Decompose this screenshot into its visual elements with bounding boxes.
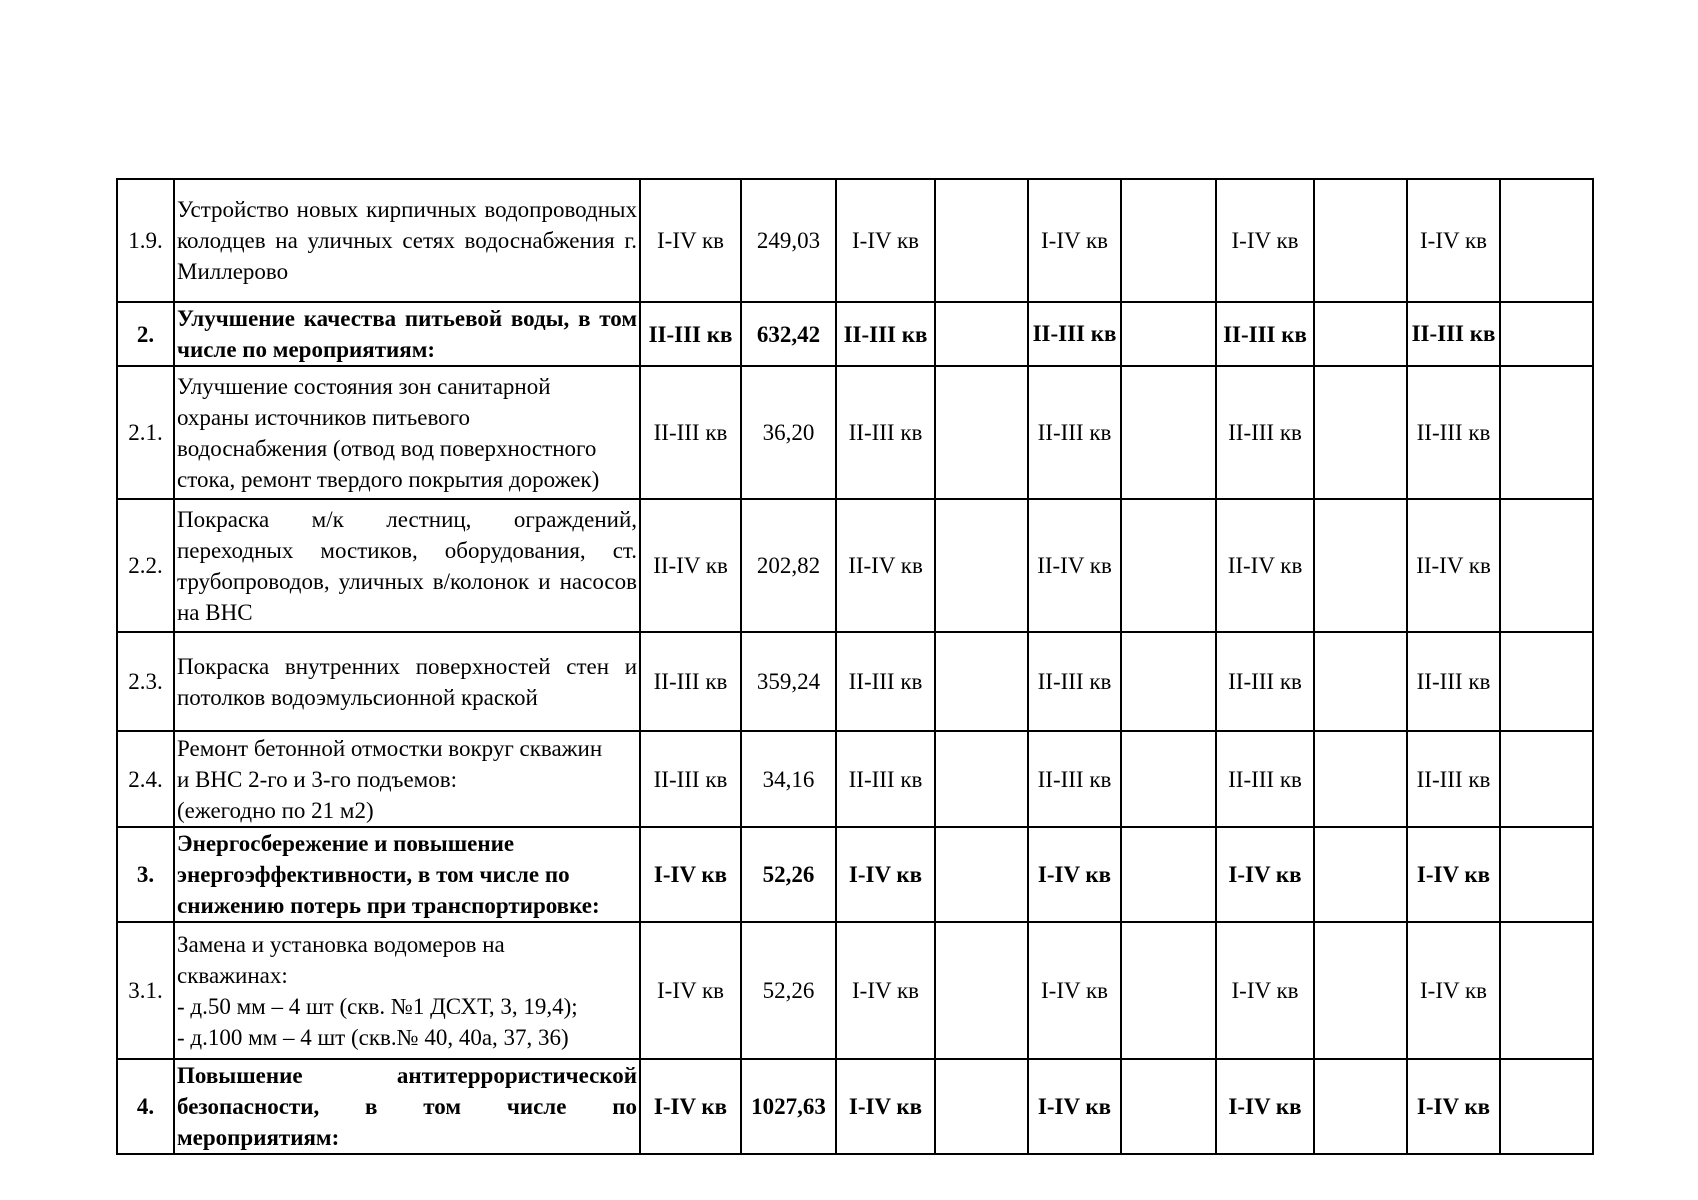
table-row (117, 1059, 1593, 1154)
year-4-amount-cell (1500, 632, 1593, 731)
activity-name: Улучшение качества питьевой воды, в том числе по мероприятиям: (174, 302, 640, 366)
year-3-period-cell: I-IV кв (1216, 1059, 1314, 1154)
period-cell: I-IV кв (640, 1059, 741, 1154)
year-2-amount-cell (1121, 731, 1216, 827)
sum-cell: 632,42 (741, 302, 836, 366)
activity-name: Устройство новых кирпичных водопроводных колодцев на уличных сетях водоснабжения г. Миллерово (174, 179, 640, 302)
year-4-amount-cell (1500, 366, 1593, 499)
sum-cell: 1027,63 (741, 1059, 836, 1154)
year-4-amount-cell (1500, 1059, 1593, 1154)
activity-name (174, 731, 640, 827)
year-3-period-cell: II-IV кв (1216, 499, 1314, 632)
year-4-amount-cell (1500, 731, 1593, 827)
year-2-amount-cell (1121, 632, 1216, 731)
year-3-amount-cell (1314, 1059, 1407, 1154)
year-1-amount-cell (935, 632, 1028, 731)
year-4-amount-cell (1500, 302, 1593, 366)
activity-plan-table (116, 178, 1594, 1155)
year-1-period-cell: I-IV кв (836, 179, 935, 302)
year-1-period-cell: II-IV кв (836, 499, 935, 632)
year-2-period-cell: II-III кв (1028, 302, 1121, 366)
year-2-amount-cell (1121, 366, 1216, 499)
activity-name-line: и ВНС 2-го и 3-го подъемов: (177, 766, 457, 792)
table-row (117, 302, 1593, 366)
table-row (117, 922, 1593, 1059)
year-1-period-cell: I-IV кв (836, 1059, 935, 1154)
activity-name (174, 922, 640, 1059)
year-2-amount-cell (1121, 302, 1216, 366)
period-cell: II-III кв (640, 366, 741, 499)
year-1-amount-cell (935, 731, 1028, 827)
period-cell: I-IV кв (640, 922, 741, 1059)
activity-name-line: стока, ремонт твердого покрытия дорожек) (177, 466, 600, 492)
activity-name-line: Ремонт бетонной отмостки вокруг скважин (177, 735, 603, 761)
activity-name: Повышение антитеррористической безопасности, в том числе по мероприятиям: (174, 1059, 640, 1154)
year-1-amount-cell (935, 302, 1028, 366)
year-2-period-cell: I-IV кв (1028, 1059, 1121, 1154)
year-4-period-cell: II-III кв (1407, 366, 1500, 499)
activity-name-line: охраны источников питьевого (177, 404, 471, 430)
year-4-period-cell: I-IV кв (1407, 179, 1500, 302)
year-4-amount-cell (1500, 499, 1593, 632)
period-cell: I-IV кв (640, 179, 741, 302)
period-cell: II-III кв (640, 302, 741, 366)
period-cell: II-III кв (640, 632, 741, 731)
row-number: 1.9. (117, 179, 174, 302)
year-3-period-cell: II-III кв (1216, 302, 1314, 366)
year-3-period-cell: I-IV кв (1216, 179, 1314, 302)
year-4-period-cell: I-IV кв (1407, 922, 1500, 1059)
sum-cell: 202,82 (741, 499, 836, 632)
year-3-period-cell: II-III кв (1216, 731, 1314, 827)
row-number: 2.3. (117, 632, 174, 731)
activity-name: Покраска внутренних поверхностей стен и потолков водоэмульсионной краской (174, 632, 640, 731)
year-3-period-cell: II-III кв (1216, 632, 1314, 731)
activity-name (174, 366, 640, 499)
activity-name-line: энергоэффективности, в том числе по (177, 862, 570, 887)
table-row (117, 179, 1593, 302)
year-2-period-cell: II-III кв (1028, 731, 1121, 827)
year-1-period-cell: II-III кв (836, 731, 935, 827)
sum-cell: 359,24 (741, 632, 836, 731)
year-2-amount-cell (1121, 827, 1216, 922)
year-4-amount-cell (1500, 922, 1593, 1059)
sum-cell: 36,20 (741, 366, 836, 499)
year-2-period-cell: II-III кв (1028, 366, 1121, 499)
year-3-period-cell: II-III кв (1216, 366, 1314, 499)
activity-name: Покраска м/к лестниц, ограждений, переходных мостиков, оборудования, ст. трубопроводов, уличных в/колонок и насосов на ВНС (174, 499, 640, 632)
year-1-period-cell: I-IV кв (836, 827, 935, 922)
year-1-amount-cell (935, 366, 1028, 499)
year-3-amount-cell (1314, 499, 1407, 632)
row-number: 2.1. (117, 366, 174, 499)
year-3-period-cell: I-IV кв (1216, 827, 1314, 922)
year-2-period-cell: I-IV кв (1028, 922, 1121, 1059)
year-3-amount-cell (1314, 827, 1407, 922)
activity-name-line: Замена и установка водомеров на (177, 931, 505, 957)
year-2-amount-cell (1121, 499, 1216, 632)
year-2-period-cell: I-IV кв (1028, 179, 1121, 302)
year-4-amount-cell (1500, 827, 1593, 922)
table-row (117, 632, 1593, 731)
year-2-amount-cell (1121, 1059, 1216, 1154)
year-1-period-cell: I-IV кв (836, 922, 935, 1059)
activity-name-line: снижению потерь при транспортировке: (177, 893, 600, 918)
year-2-period-cell: I-IV кв (1028, 827, 1121, 922)
year-3-amount-cell (1314, 731, 1407, 827)
year-4-period-cell: II-III кв (1407, 632, 1500, 731)
year-1-amount-cell (935, 1059, 1028, 1154)
year-2-amount-cell (1121, 179, 1216, 302)
period-cell: I-IV кв (640, 827, 741, 922)
table-row (117, 499, 1593, 632)
period-cell: II-IV кв (640, 499, 741, 632)
year-3-period-cell: I-IV кв (1216, 922, 1314, 1059)
year-4-period-cell: II-III кв (1407, 731, 1500, 827)
activity-name-line: скважинах: (177, 962, 288, 988)
year-1-amount-cell (935, 499, 1028, 632)
activity-name-line: Энергосбережение и повышение (177, 831, 515, 856)
year-1-amount-cell (935, 179, 1028, 302)
activity-name-line: водоснабжения (отвод вод поверхностного (177, 435, 597, 461)
year-3-amount-cell (1314, 302, 1407, 366)
year-1-amount-cell (935, 922, 1028, 1059)
year-4-amount-cell (1500, 179, 1593, 302)
year-4-period-cell: II-III кв (1407, 302, 1500, 366)
activity-name-line: - д.100 мм – 4 шт (скв.№ 40, 40а, 37, 36) (177, 1024, 569, 1050)
activity-name-line: - д.50 мм – 4 шт (скв. №1 ДСХТ, 3, 19,4); (177, 993, 578, 1019)
activity-name (174, 827, 640, 922)
sum-cell: 34,16 (741, 731, 836, 827)
row-number: 4. (117, 1059, 174, 1154)
year-4-period-cell: I-IV кв (1407, 1059, 1500, 1154)
activity-name-line: (ежегодно по 21 м2) (177, 797, 374, 823)
year-3-amount-cell (1314, 179, 1407, 302)
table-row (117, 827, 1593, 922)
year-3-amount-cell (1314, 632, 1407, 731)
sum-cell: 52,26 (741, 827, 836, 922)
table-row (117, 366, 1593, 499)
sum-cell: 52,26 (741, 922, 836, 1059)
row-number: 2. (117, 302, 174, 366)
activity-name-line: Улучшение состояния зон санитарной (177, 373, 551, 399)
year-3-amount-cell (1314, 922, 1407, 1059)
year-2-amount-cell (1121, 922, 1216, 1059)
table-row (117, 731, 1593, 827)
year-1-amount-cell (935, 827, 1028, 922)
year-3-amount-cell (1314, 366, 1407, 499)
row-number: 3. (117, 827, 174, 922)
row-number: 3.1. (117, 922, 174, 1059)
year-4-period-cell: II-IV кв (1407, 499, 1500, 632)
year-2-period-cell: II-IV кв (1028, 499, 1121, 632)
period-cell: II-III кв (640, 731, 741, 827)
year-2-period-cell: II-III кв (1028, 632, 1121, 731)
year-1-period-cell: II-III кв (836, 632, 935, 731)
year-4-period-cell: I-IV кв (1407, 827, 1500, 922)
year-1-period-cell: II-III кв (836, 302, 935, 366)
sum-cell: 249,03 (741, 179, 836, 302)
row-number: 2.4. (117, 731, 174, 827)
year-1-period-cell: II-III кв (836, 366, 935, 499)
row-number: 2.2. (117, 499, 174, 632)
